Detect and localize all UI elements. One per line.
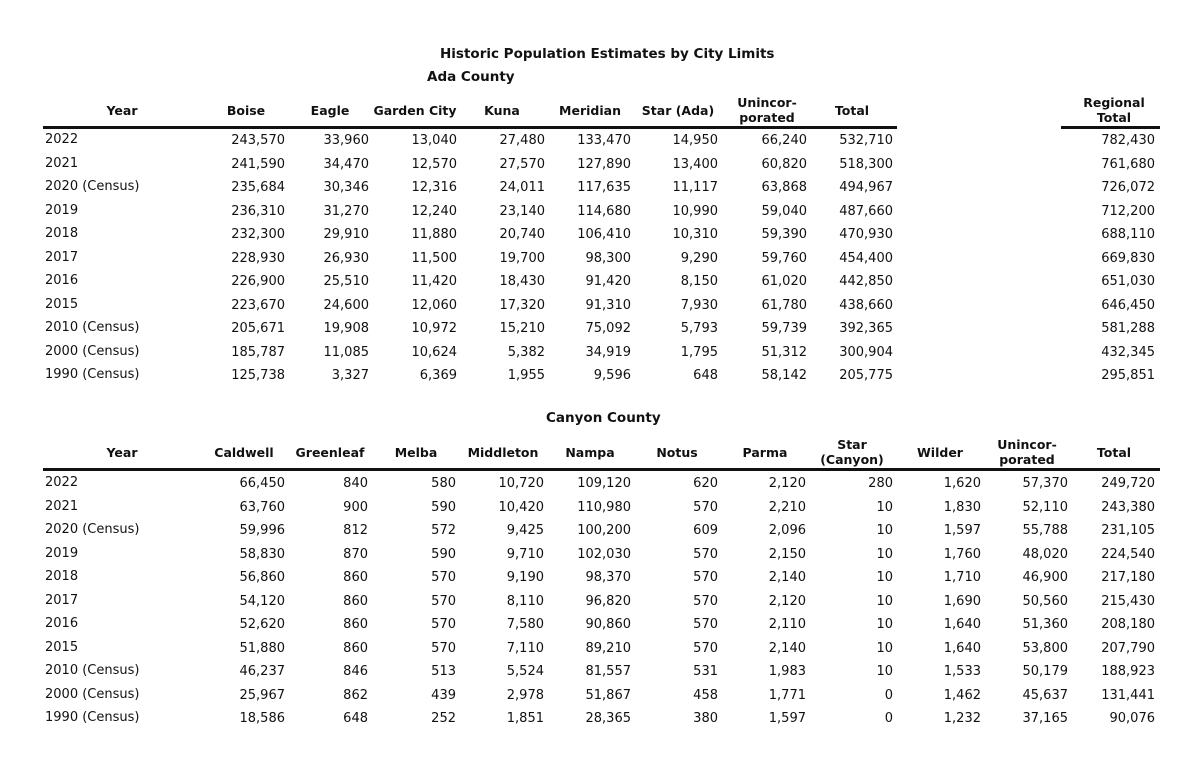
value-cell: 5,382 [507,344,545,360]
column-header: Year [106,103,138,118]
value-cell: 487,660 [839,203,893,219]
value-cell: 2,110 [768,617,806,632]
value-cell: 57,370 [1022,476,1068,491]
value-cell: 46,900 [1022,570,1068,585]
year-cell: 1990 (Census) [45,710,140,725]
value-cell: 25,967 [239,687,285,703]
value-cell: 226,900 [231,274,285,289]
value-cell: 26,930 [323,250,369,266]
value-cell: 11,117 [672,180,718,195]
value-cell: 648 [343,711,368,726]
value-cell: 570 [431,617,456,632]
value-cell: 207,790 [1101,640,1155,656]
column-header: Greenleaf [295,445,365,460]
value-cell: 52,110 [1022,499,1068,515]
value-cell: 23,140 [499,203,545,219]
value-cell: 840 [343,476,368,491]
year-cell: 2019 [45,202,79,218]
value-cell: 280 [868,476,893,491]
value-cell: 10 [876,499,893,515]
column-header: Middleton [467,445,539,460]
value-cell: 46,237 [239,664,285,679]
value-cell: 8,150 [680,274,718,289]
value-cell: 217,180 [1101,570,1155,585]
value-cell: 1,232 [943,711,981,726]
value-cell: 27,570 [499,156,545,172]
column-header: Total [1096,445,1132,460]
value-cell: 2,120 [768,593,806,609]
year-cell: 2022 [45,475,79,490]
column-header: Melba [394,445,438,460]
value-cell: 25,510 [323,274,369,289]
value-cell: 688,110 [1101,227,1155,242]
value-cell: 24,011 [499,180,545,195]
value-cell: 63,868 [761,180,807,195]
header-rule [43,126,897,129]
value-cell: 56,860 [239,570,285,585]
value-cell: 29,910 [323,227,369,242]
value-cell: 243,380 [1101,499,1155,515]
value-cell: 782,430 [1101,133,1155,148]
column-header: Boise [226,103,266,118]
value-cell: 15,210 [499,321,545,336]
value-cell: 570 [431,593,456,609]
value-cell: 24,600 [323,297,369,313]
column-header: Parma [742,445,788,460]
year-cell: 2016 [45,273,79,288]
value-cell: 870 [343,546,368,562]
value-cell: 55,788 [1022,523,1068,538]
value-cell: 712,200 [1101,203,1155,219]
value-cell: 249,720 [1101,476,1155,491]
value-cell: 127,890 [577,156,631,172]
value-cell: 117,635 [577,180,631,195]
value-cell: 27,480 [499,133,545,148]
value-cell: 102,030 [577,546,631,562]
value-cell: 90,860 [585,617,631,632]
value-cell: 232,300 [231,227,285,242]
value-cell: 224,540 [1101,546,1155,562]
value-cell: 860 [343,617,368,632]
value-cell: 58,830 [239,546,285,562]
value-cell: 10,310 [672,227,718,242]
value-cell: 96,820 [585,593,631,609]
value-cell: 3,327 [331,368,369,383]
value-cell: 2,978 [506,687,544,703]
value-cell: 442,850 [839,274,893,289]
column-header: Notus [656,445,698,460]
column-header: Nampa [565,445,615,460]
year-cell: 2018 [45,569,79,584]
value-cell: 438,660 [839,297,893,313]
value-cell: 900 [343,499,368,515]
value-cell: 726,072 [1101,180,1155,195]
value-cell: 392,365 [839,321,893,336]
column-header: Unincor- porated [737,95,797,125]
value-cell: 100,200 [577,523,631,538]
year-cell: 1990 (Census) [45,367,140,382]
value-cell: 58,142 [761,368,807,383]
value-cell: 9,710 [506,546,544,562]
value-cell: 609 [693,523,718,538]
ada-county-title: Ada County [427,69,515,85]
value-cell: 2,150 [768,546,806,562]
value-cell: 10,990 [672,203,718,219]
value-cell: 59,739 [761,321,807,336]
value-cell: 45,637 [1022,687,1068,703]
value-cell: 572 [431,523,456,538]
column-header: Star (Canyon) [820,437,884,467]
value-cell: 1,851 [506,711,544,726]
value-cell: 61,020 [761,274,807,289]
year-cell: 2021 [45,155,79,171]
value-cell: 51,360 [1022,617,1068,632]
column-header: Unincor- porated [997,437,1057,467]
value-cell: 231,105 [1101,523,1155,538]
column-header: Year [106,445,138,460]
value-cell: 131,441 [1101,687,1155,703]
value-cell: 570 [693,499,718,515]
value-cell: 570 [693,640,718,656]
value-cell: 1,983 [768,664,806,679]
value-cell: 59,760 [761,250,807,266]
value-cell: 28,365 [585,711,631,726]
value-cell: 1,955 [507,368,545,383]
value-cell: 215,430 [1101,593,1155,609]
value-cell: 114,680 [577,203,631,219]
page-title: Historic Population Estimates by City Limits [440,46,775,62]
value-cell: 7,110 [506,640,544,656]
value-cell: 66,240 [761,133,807,148]
value-cell: 812 [343,523,368,538]
value-cell: 532,710 [839,133,893,148]
value-cell: 570 [693,593,718,609]
value-cell: 669,830 [1101,250,1155,266]
value-cell: 50,560 [1022,593,1068,609]
value-cell: 1,620 [943,476,981,491]
value-cell: 34,470 [323,156,369,172]
value-cell: 223,670 [231,297,285,313]
value-cell: 51,880 [239,640,285,656]
value-cell: 59,996 [239,523,285,538]
year-cell: 2010 (Census) [45,320,140,335]
column-header: Total [834,103,870,118]
value-cell: 2,096 [768,523,806,538]
value-cell: 1,760 [943,546,981,562]
value-cell: 570 [431,570,456,585]
value-cell: 580 [431,476,456,491]
year-cell: 2000 (Census) [45,343,140,359]
value-cell: 19,908 [323,321,369,336]
value-cell: 12,316 [411,180,457,195]
value-cell: 570 [693,617,718,632]
value-cell: 620 [693,476,718,491]
value-cell: 133,470 [577,133,631,148]
value-cell: 300,904 [839,344,893,360]
header-rule [43,468,1160,471]
year-cell: 2015 [45,296,79,312]
value-cell: 10 [876,664,893,679]
value-cell: 12,060 [411,297,457,313]
value-cell: 106,410 [577,227,631,242]
year-cell: 2018 [45,226,79,241]
value-cell: 89,210 [585,640,631,656]
value-cell: 570 [693,570,718,585]
value-cell: 52,620 [239,617,285,632]
value-cell: 12,570 [411,156,457,172]
column-header: Caldwell [214,445,274,460]
value-cell: 1,771 [768,687,806,703]
value-cell: 380 [693,711,718,726]
value-cell: 14,950 [672,133,718,148]
value-cell: 81,557 [585,664,631,679]
column-header: Regional Total [1083,95,1145,125]
value-cell: 513 [431,664,456,679]
column-header: Garden City [373,103,457,118]
value-cell: 646,450 [1101,297,1155,313]
value-cell: 59,390 [761,227,807,242]
value-cell: 205,775 [839,368,893,383]
value-cell: 185,787 [231,344,285,360]
value-cell: 9,596 [593,368,631,383]
value-cell: 1,710 [943,570,981,585]
year-cell: 2017 [45,249,79,265]
year-cell: 2000 (Census) [45,686,140,702]
header-rule [1061,126,1160,129]
column-header: Eagle [310,103,350,118]
value-cell: 590 [431,546,456,562]
value-cell: 37,165 [1022,711,1068,726]
value-cell: 20,740 [499,227,545,242]
value-cell: 10,972 [411,321,457,336]
value-cell: 531 [693,664,718,679]
value-cell: 125,738 [231,368,285,383]
column-header: Wilder [917,445,963,460]
value-cell: 1,795 [680,344,718,360]
value-cell: 12,240 [411,203,457,219]
value-cell: 0 [884,687,893,703]
value-cell: 228,930 [231,250,285,266]
value-cell: 33,960 [323,133,369,148]
value-cell: 109,120 [577,476,631,491]
value-cell: 1,640 [943,617,981,632]
value-cell: 648 [693,368,718,383]
value-cell: 10 [876,570,893,585]
year-cell: 2017 [45,592,79,608]
value-cell: 432,345 [1101,344,1155,360]
value-cell: 50,179 [1022,664,1068,679]
value-cell: 9,425 [506,523,544,538]
value-cell: 19,700 [499,250,545,266]
year-cell: 2015 [45,639,79,655]
value-cell: 205,671 [231,321,285,336]
value-cell: 98,300 [585,250,631,266]
year-cell: 2019 [45,545,79,561]
value-cell: 2,140 [768,570,806,585]
value-cell: 51,867 [585,687,631,703]
value-cell: 208,180 [1101,617,1155,632]
value-cell: 862 [343,687,368,703]
value-cell: 1,597 [768,711,806,726]
year-cell: 2020 (Census) [45,522,140,537]
value-cell: 110,980 [577,499,631,515]
value-cell: 651,030 [1101,274,1155,289]
canyon-county-title: Canyon County [546,410,661,426]
value-cell: 59,040 [761,203,807,219]
value-cell: 860 [343,593,368,609]
value-cell: 63,760 [239,499,285,515]
value-cell: 91,420 [585,274,631,289]
value-cell: 66,450 [239,476,285,491]
column-header: Meridian [559,103,621,118]
value-cell: 10,720 [498,476,544,491]
value-cell: 761,680 [1101,156,1155,172]
value-cell: 7,580 [506,617,544,632]
value-cell: 5,793 [680,321,718,336]
column-header: Star (Ada) [641,103,715,118]
value-cell: 1,830 [943,499,981,515]
value-cell: 13,040 [411,133,457,148]
value-cell: 295,851 [1101,368,1155,383]
value-cell: 0 [884,711,893,726]
value-cell: 54,120 [239,593,285,609]
value-cell: 5,524 [506,664,544,679]
value-cell: 2,210 [768,499,806,515]
value-cell: 243,570 [231,133,285,148]
column-header: Kuna [484,103,520,118]
value-cell: 570 [431,640,456,656]
value-cell: 1,640 [943,640,981,656]
value-cell: 10 [876,546,893,562]
value-cell: 51,312 [761,344,807,360]
value-cell: 252 [431,711,456,726]
value-cell: 570 [693,546,718,562]
value-cell: 11,085 [323,344,369,360]
value-cell: 18,586 [239,711,285,726]
year-cell: 2020 (Census) [45,179,140,194]
value-cell: 470,930 [839,227,893,242]
value-cell: 53,800 [1022,640,1068,656]
value-cell: 10 [876,640,893,656]
value-cell: 60,820 [761,156,807,172]
value-cell: 439 [431,687,456,703]
value-cell: 31,270 [323,203,369,219]
value-cell: 10 [876,617,893,632]
value-cell: 91,310 [585,297,631,313]
value-cell: 10 [876,593,893,609]
year-cell: 2010 (Census) [45,663,140,678]
value-cell: 236,310 [231,203,285,219]
value-cell: 61,780 [761,297,807,313]
value-cell: 48,020 [1022,546,1068,562]
year-cell: 2022 [45,132,79,147]
value-cell: 458 [693,687,718,703]
value-cell: 11,880 [411,227,457,242]
value-cell: 860 [343,570,368,585]
value-cell: 1,597 [943,523,981,538]
value-cell: 90,076 [1109,711,1155,726]
value-cell: 13,400 [672,156,718,172]
value-cell: 8,110 [506,593,544,609]
value-cell: 494,967 [839,180,893,195]
value-cell: 590 [431,499,456,515]
value-cell: 860 [343,640,368,656]
value-cell: 98,370 [585,570,631,585]
value-cell: 11,420 [411,274,457,289]
value-cell: 241,590 [231,156,285,172]
value-cell: 10 [876,523,893,538]
value-cell: 10,624 [411,344,457,360]
year-cell: 2021 [45,498,79,514]
value-cell: 34,919 [585,344,631,360]
value-cell: 2,120 [768,476,806,491]
value-cell: 30,346 [323,180,369,195]
value-cell: 235,684 [231,180,285,195]
value-cell: 18,430 [499,274,545,289]
value-cell: 11,500 [411,250,457,266]
value-cell: 581,288 [1101,321,1155,336]
value-cell: 9,190 [506,570,544,585]
value-cell: 188,923 [1101,664,1155,679]
value-cell: 846 [343,664,368,679]
value-cell: 1,533 [943,664,981,679]
value-cell: 2,140 [768,640,806,656]
value-cell: 6,369 [419,368,457,383]
value-cell: 1,690 [943,593,981,609]
value-cell: 9,290 [680,250,718,266]
value-cell: 1,462 [943,687,981,703]
year-cell: 2016 [45,616,79,631]
value-cell: 454,400 [839,250,893,266]
value-cell: 75,092 [585,321,631,336]
value-cell: 518,300 [839,156,893,172]
value-cell: 10,420 [498,499,544,515]
value-cell: 17,320 [499,297,545,313]
value-cell: 7,930 [680,297,718,313]
